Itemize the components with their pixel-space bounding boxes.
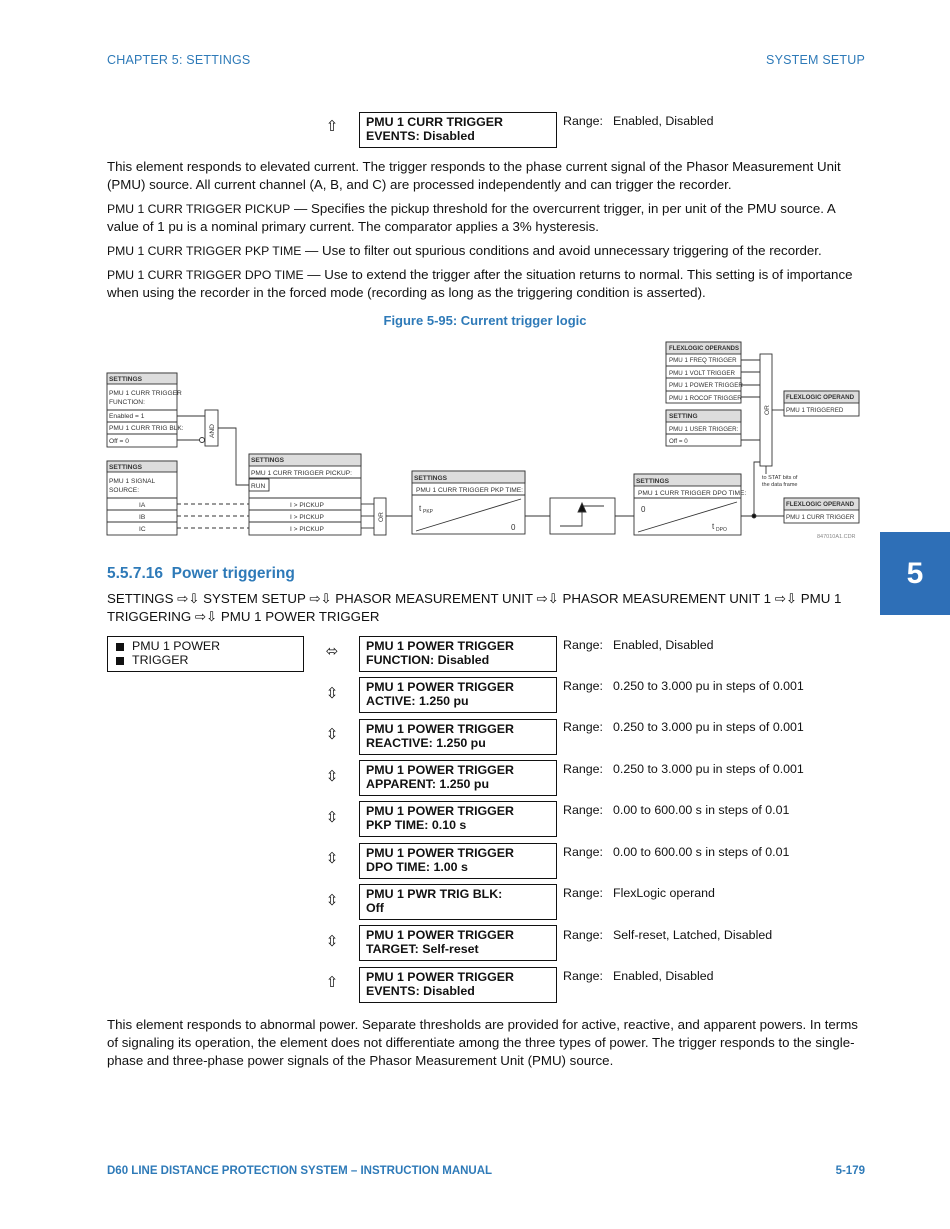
up-arrow-icon: ⇧	[325, 974, 339, 991]
setting-box	[359, 884, 557, 920]
section-title: Power triggering	[171, 565, 295, 582]
diag-pickup-row: PMU 1 CURR TRIGGER PICKUP:	[251, 470, 352, 477]
range-value: Enabled, Disabled	[613, 114, 714, 128]
diag-stat-note: to STAT bits of	[762, 475, 798, 481]
diag-flex-row: PMU 1 POWER TRIGGER	[669, 382, 743, 389]
setting-line1: PMU 1 POWER TRIGGER	[366, 846, 515, 860]
setting-line1: PMU 1 PWR TRIG BLK:	[366, 887, 503, 901]
up-down-arrow-icon: ⇳	[325, 892, 339, 909]
setting-line2: EVENTS: Disabled	[366, 984, 475, 998]
diag-out1-title: FLEXLOGIC OPERAND	[786, 394, 855, 401]
diag-settings2-row: SOURCE:	[109, 487, 140, 494]
diag-out2-title: FLEXLOGIC OPERAND	[786, 501, 855, 508]
menu-box-pmu-power-trigger	[107, 636, 304, 672]
diag-flex-row: PMU 1 ROCOF TRIGGER	[669, 395, 742, 402]
setting-line2: REACTIVE: 1.250 pu	[366, 736, 486, 750]
diag-phase: IB	[139, 514, 146, 521]
param-text: — Use to filter out spurious conditions and avoid unnecessary triggering of the recorder.	[301, 243, 822, 258]
closing-paragraph: This element responds to abnormal power. Separate thresholds are provided for active, reactive, and apparent powers. In terms of signaling its operation, the element does not differentiate among the three types of power. The trigger responds to the single-phase and three-phase power signals of the Phasor Measurement Unit (PMU) source.	[107, 1017, 858, 1068]
figure-caption: Figure 5-95: Current trigger logic	[383, 313, 587, 328]
diag-out2-row: PMU 1 CURR TRIGGER	[786, 514, 855, 521]
bullet-square-icon	[116, 657, 124, 665]
section-heading	[107, 565, 295, 583]
range-label: Range:	[563, 886, 603, 900]
menu-line: TRIGGER	[116, 653, 295, 667]
diag-flex-row: PMU 1 VOLT TRIGGER	[669, 370, 736, 377]
param-name: PMU 1 CURR TRIGGER PKP TIME	[107, 244, 302, 258]
range-value: Self-reset, Latched, Disabled	[613, 928, 773, 942]
diag-pickup-item: I > PICKUP	[290, 526, 324, 533]
setting-line2: APPARENT: 1.250 pu	[366, 777, 490, 791]
setting-range	[563, 845, 789, 859]
setting-line1: PMU 1 POWER TRIGGER	[366, 763, 515, 777]
param-name: PMU 1 CURR TRIGGER PICKUP	[107, 202, 291, 216]
page-number: 5-179	[835, 1165, 865, 1177]
setting-range	[563, 638, 714, 652]
setting-line1: PMU 1 POWER TRIGGER	[366, 804, 515, 818]
diag-phase: IC	[139, 526, 146, 533]
setting-range	[563, 969, 714, 983]
setting-box	[359, 925, 557, 961]
diag-user-row: Off = 0	[669, 438, 688, 445]
diag-pkp-row: PMU 1 CURR TRIGGER PKP TIME:	[416, 487, 523, 494]
range-value: 0.250 to 3.000 pu in steps of 0.001	[613, 720, 804, 734]
header-section: SYSTEM SETUP	[766, 53, 865, 67]
setting-box	[359, 636, 557, 672]
setting-range	[563, 720, 804, 734]
setting-box	[359, 719, 557, 755]
param-pkp-time	[107, 242, 862, 260]
bullet-square-icon	[116, 643, 124, 651]
diag-dpo-sub: DPO	[716, 527, 727, 533]
setting-range	[563, 886, 715, 900]
diag-or2-label: OR	[764, 405, 771, 415]
param-pickup	[107, 200, 862, 236]
range-label: Range:	[563, 638, 603, 652]
setting-line1: PMU 1 POWER TRIGGER	[366, 722, 515, 736]
up-down-arrow-icon: ⇳	[325, 850, 339, 867]
range-label: Range:	[563, 969, 603, 983]
range-value: Enabled, Disabled	[613, 638, 714, 652]
up-down-arrow-icon: ⇳	[325, 933, 339, 950]
param-name: PMU 1 CURR TRIGGER DPO TIME	[107, 268, 304, 282]
up-arrow-icon: ⇧	[325, 118, 339, 135]
range-value: 0.250 to 3.000 pu in steps of 0.001	[613, 762, 804, 776]
diag-settings1-row: Enabled = 1	[109, 413, 145, 420]
setting-box-curr-events	[359, 112, 557, 148]
setting-line2: FUNCTION: Disabled	[366, 653, 490, 667]
diag-settings2-title: SETTINGS	[109, 464, 142, 471]
diag-phase: IA	[139, 502, 146, 509]
up-down-arrow-icon: ⇳	[325, 768, 339, 785]
range-value: FlexLogic operand	[613, 886, 715, 900]
up-down-arrow-icon: ⇳	[325, 809, 339, 826]
setting-range	[563, 762, 804, 776]
setting-line1: PMU 1 POWER TRIGGER	[366, 928, 515, 942]
diag-settings1-row: FUNCTION:	[109, 399, 145, 406]
diag-settings1-title: SETTINGS	[109, 376, 142, 383]
param-text: — Use to extend the trigger after the situation returns to normal. This setting is of importance when using the recorder in the forced mode (recording as long as the triggering condition is asserted).	[107, 267, 853, 300]
range-label: Range:	[563, 679, 603, 693]
diag-flex-row: PMU 1 FREQ TRIGGER	[669, 357, 737, 364]
setting-box	[359, 801, 557, 837]
range-label: Range:	[563, 928, 603, 942]
left-right-arrow-icon: ⬄	[325, 643, 339, 660]
setting-range	[563, 928, 772, 942]
diag-stat-note: the data frame	[762, 482, 798, 488]
diag-settings1-row: PMU 1 CURR TRIGGER	[109, 390, 182, 397]
setting-line2: PKP TIME: 0.10 s	[366, 818, 467, 832]
menu-path: SETTINGS ⇨⇩ SYSTEM SETUP ⇨⇩ PHASOR MEASUREMENT UNIT ⇨⇩ PHASOR MEASUREMENT UNIT 1 ⇨⇩ PMU 1 TRIGGERING ⇨⇩ PMU 1 POWER TRIGGER	[107, 591, 842, 624]
current-trigger-logic-diagram	[100, 336, 870, 546]
diag-dpo-row: PMU 1 CURR TRIGGER DPO TIME:	[638, 490, 747, 497]
diag-pkp-sub: PKP	[423, 509, 434, 515]
diag-or1-label: OR	[378, 512, 385, 522]
up-down-arrow-icon: ⇳	[325, 726, 339, 743]
diag-user-title: SETTING	[669, 413, 698, 420]
diag-pkp-zero: 0	[511, 523, 516, 532]
diag-pkp-t: t	[419, 504, 422, 513]
range-value: 0.00 to 600.00 s in steps of 0.01	[613, 803, 790, 817]
diag-settings1-row: Off = 0	[109, 438, 129, 445]
setting-range	[563, 679, 804, 693]
menu-line: PMU 1 POWER	[116, 639, 295, 653]
param-text: — Specifies the pickup threshold for the overcurrent trigger, in per unit of the PMU source. A value of 1 pu is a nominal primary current. The comparator applies a 3% hysteresis.	[107, 201, 836, 234]
range-label: Range:	[563, 114, 603, 128]
setting-line2: DPO TIME: 1.00 s	[366, 860, 468, 874]
diag-dpo-title: SETTINGS	[636, 478, 669, 485]
range-label: Range:	[563, 762, 603, 776]
setting-box	[359, 760, 557, 796]
range-label: Range:	[563, 720, 603, 734]
footer-title: D60 LINE DISTANCE PROTECTION SYSTEM – INSTRUCTION MANUAL	[107, 1165, 493, 1177]
setting-box	[359, 677, 557, 713]
diag-settings2-row: PMU 1 SIGNAL	[109, 478, 156, 485]
setting-range	[563, 803, 789, 817]
setting-line2: ACTIVE: 1.250 pu	[366, 694, 469, 708]
diag-pickup-item: I > PICKUP	[290, 514, 324, 521]
diag-flex-title: FLEXLOGIC OPERANDS	[669, 346, 740, 352]
range-value: Enabled, Disabled	[613, 969, 714, 983]
header-chapter: CHAPTER 5: SETTINGS	[107, 53, 251, 67]
diag-user-row: PMU 1 USER TRIGGER:	[669, 426, 739, 433]
setting-line2: EVENTS: Disabled	[366, 129, 475, 143]
setting-line1: PMU 1 POWER TRIGGER	[366, 680, 515, 694]
diag-pickup-title: SETTINGS	[251, 457, 284, 464]
diag-and-label: AND	[209, 424, 216, 438]
section-number: 5.5.7.16	[107, 565, 164, 582]
range-label: Range:	[563, 803, 603, 817]
param-dpo-time	[107, 266, 862, 302]
setting-line2: TARGET: Self-reset	[366, 942, 479, 956]
setting-line1: PMU 1 POWER TRIGGER	[366, 639, 515, 653]
diag-run-label: RUN	[251, 483, 266, 490]
setting-box	[359, 967, 557, 1003]
setting-line1: PMU 1 CURR TRIGGER	[366, 115, 503, 129]
setting-line2: Off	[366, 901, 384, 915]
diag-dpo-zero: 0	[641, 505, 646, 514]
diag-pkp-title: SETTINGS	[414, 475, 447, 482]
range-label: Range:	[563, 845, 603, 859]
setting-range	[563, 114, 714, 128]
range-value: 0.250 to 3.000 pu in steps of 0.001	[613, 679, 804, 693]
diag-dpo-t: t	[712, 522, 715, 531]
diag-pickup-item: I > PICKUP	[290, 502, 324, 509]
diag-out1-row: PMU 1 TRIGGERED	[786, 407, 844, 414]
range-value: 0.00 to 600.00 s in steps of 0.01	[613, 845, 790, 859]
up-down-arrow-icon: ⇳	[325, 685, 339, 702]
diag-code: 847010A1.CDR	[817, 534, 856, 540]
chapter-tab: 5	[880, 532, 950, 615]
diag-settings1-row: PMU 1 CURR TRIG BLK:	[109, 425, 184, 432]
intro-paragraph: This element responds to elevated current. The trigger responds to the phase current signal of the Phasor Measurement Unit (PMU) source. All current channel (A, B, and C) are processed independently and can trigger the recorder.	[107, 159, 841, 192]
setting-line1: PMU 1 POWER TRIGGER	[366, 970, 515, 984]
setting-box	[359, 843, 557, 879]
